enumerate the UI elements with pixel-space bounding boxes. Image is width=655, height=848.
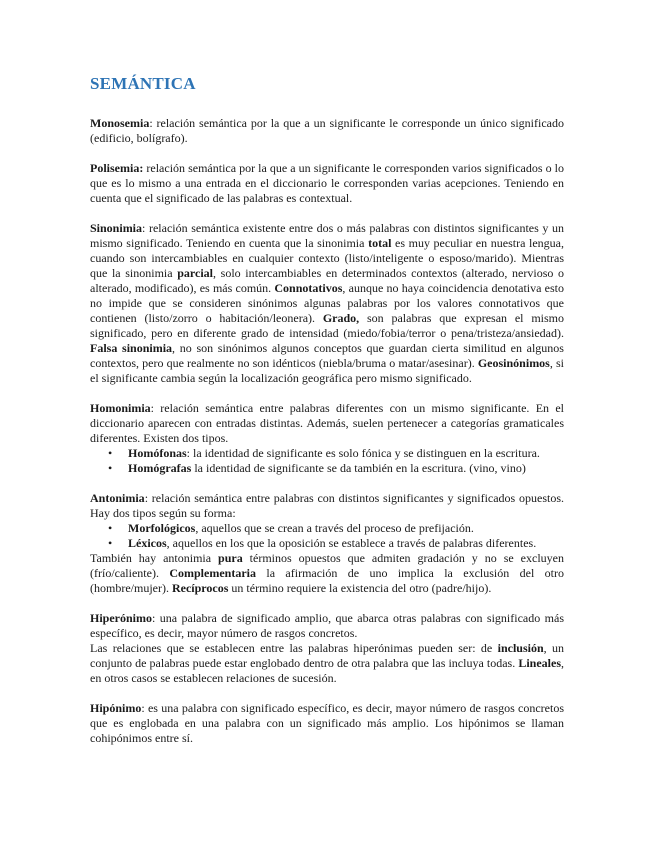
document-page [90,74,564,746]
homonimia-list [90,446,564,476]
term-sinonimia: Sinonimia [90,221,143,235]
paragraph-monosemia: Monosemia: relación semántica por la que a un significante le corresponde un único significado (edificio, bolígrafo). [90,116,564,145]
page-title: SEMÁNTICA [90,74,196,93]
term-polisemia: Polisemia: [90,161,144,175]
term-homonimia: Homonimia [90,401,151,415]
term-hiponimo: Hipónimo [90,701,142,715]
paragraph-hiponimo: Hipónimo: es una palabra con significado específico, es decir, mayor número de rasgos concretos que es englobada en una palabra con un significado más amplio. Los hipónimos se llaman cohipónimos entre sí. [90,701,564,745]
term-hiperonimo: Hiperónimo [90,611,152,625]
list-item: • Morfológicos, aquellos que se crean a través del proceso de prefijación. [128,521,564,536]
term-monosemia: Monosemia [90,116,150,130]
term-antonimia: Antonimia [90,491,145,505]
list-item: • Léxicos, aquellos en los que la oposición se establece a través de palabras diferentes. [128,536,564,551]
paragraph-polisemia: Polisemia: relación semántica por la que a un significante le corresponden varios significados o lo que es lo mismo a una entrada en el diccionario le corresponden varias acepciones. Teniendo en cuenta que el significado de las palabras es contextual. [90,161,564,205]
paragraph-hiperonimo-relations: Las relaciones que se establecen entre las palabras hiperónimas pueden ser: de inclusión, un conjunto de palabras puede estar englobado dentro de otra palabra que las incluya todas. Lineales, en otros casos se establecen relaciones de sucesión. [90,641,565,685]
list-item: • Homógrafas la identidad de significante se da también en la escritura. (vino, vino) [128,461,564,476]
list-item: • Homófonas: la identidad de significante es solo fónica y se distinguen en la escritura. [128,446,564,461]
paragraph-homonimia: Homonimia: relación semántica entre palabras diferentes con un mismo significante. En el diccionario aparecen con entradas distintas. Además, suelen pertenecer a categorías gramaticales diferentes. Existen dos tipos. [90,401,564,445]
paragraph-antonimia: Antonimia: relación semántica entre palabras con distintos significantes y significados opuestos. Hay dos tipos según su forma: [90,491,564,520]
paragraph-antonimia-types: También hay antonimia pura términos opuestos que admiten gradación y no se excluyen (frío/caliente). Complementaria la afirmación de uno implica la exclusión del otro (hombre/mujer). Recíprocos un término requiere la existencia del otro (padre/hijo). [90,551,564,595]
antonimia-list [90,521,564,551]
paragraph-sinonimia: Sinonimia: relación semántica existente entre dos o más palabras con distintos significantes y un mismo significado. Teniendo en cuenta que la sinonimia total es muy peculiar en nuestra lengua, cuando son intercambiables en cualquier contexto (listo/inteligente o esposo/marido). Mientras que la sinonimia parcial, solo intercambiables en determinados contextos (alterado, nervioso o alterado, modificado), es más común. Connotativos, aunque no haya coincidencia denotativa esto no impide que se consideren sinónimos algunas palabras por los valores connotativos que contienen (listo/zorro o habitación/leonera). Grado, son palabras que expresan el mismo significado, pero en diferente grado de intensidad (miedo/fobia/terror o pena/tristeza/ansiedad). Falsa sinonimia, no son sinónimos algunos conceptos que guardan cierta similitud en algunos contextos, pero que realmente no son idénticos (niebla/bruma o matar/asesinar). Geosinónimos, si el significante cambia según la localización geográfica pero mismo significado. [90,221,565,385]
paragraph-hiperonimo: Hiperónimo: una palabra de significado amplio, que abarca otras palabras con significado más específico, es decir, mayor número de rasgos concretos. [90,611,564,640]
